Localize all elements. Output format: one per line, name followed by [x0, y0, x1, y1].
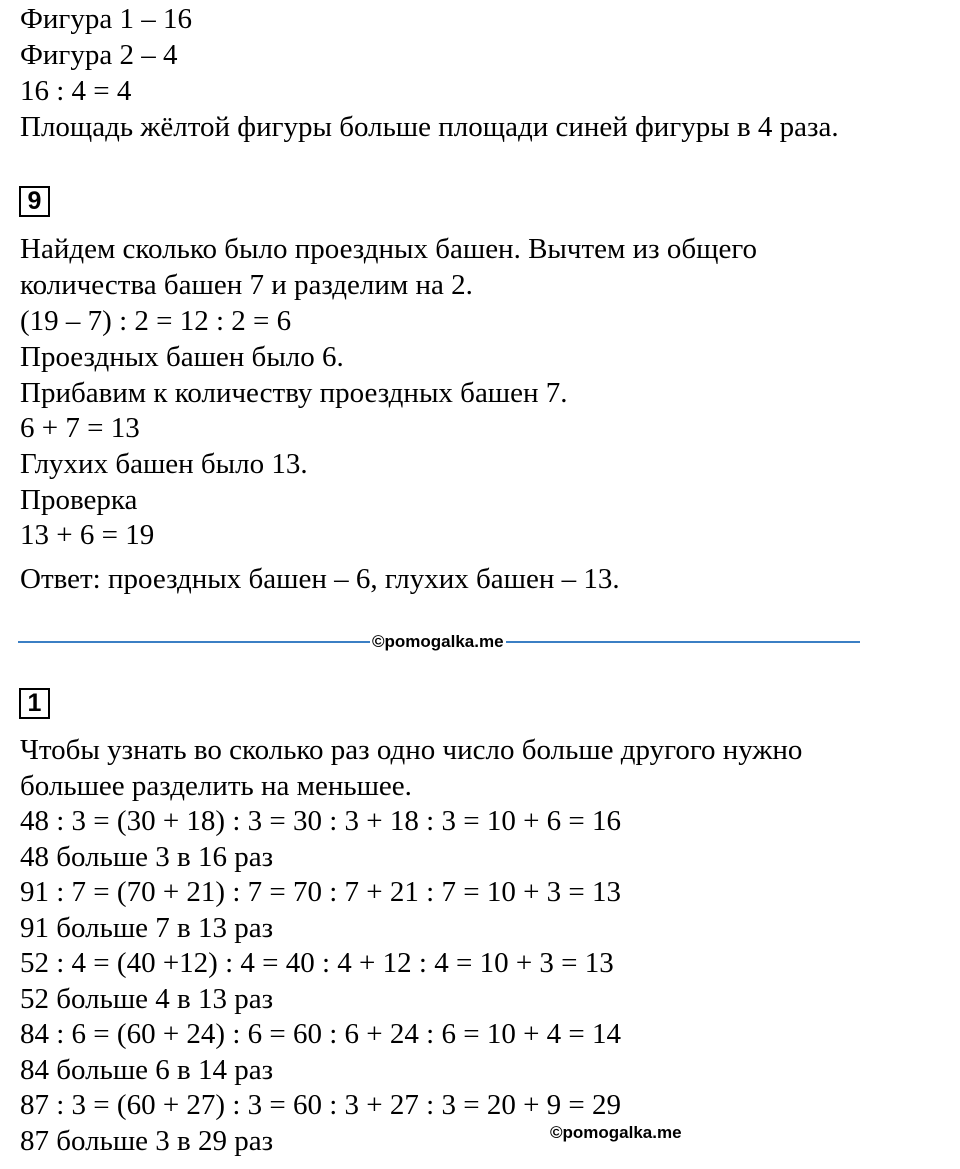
task-9-line-7: Глухих башен было 13. [20, 448, 308, 480]
task-9-line-2: количества башен 7 и разделим на 2. [20, 269, 473, 301]
task-1-line-8: 52 больше 4 в 13 раз [20, 983, 274, 1015]
task-1-line-3: 48 : 3 = (30 + 18) : 3 = 30 : 3 + 18 : 3 = 10 + 6 = 16 [20, 805, 622, 837]
task-1-line-2: большее разделить на меньшее. [20, 770, 412, 802]
task-9-line-6: 6 + 7 = 13 [20, 412, 140, 444]
task-9-line-4: Проездных башен было 6. [20, 341, 344, 373]
task-1-line-12: 87 больше 3 в 29 раз [20, 1125, 274, 1157]
task-1-number-box: 1 [19, 688, 50, 719]
task-1-line-10: 84 больше 6 в 14 раз [20, 1054, 274, 1086]
task-9-line-8: Проверка [20, 484, 138, 516]
task-9-line-3: (19 – 7) : 2 = 12 : 2 = 6 [20, 305, 292, 337]
task-1-line-6: 91 больше 7 в 13 раз [20, 912, 274, 944]
task-9-number-box: 9 [19, 186, 50, 217]
top-line-4: Площадь жёлтой фигуры больше площади синей фигуры в 4 раза. [20, 111, 839, 143]
task-1-line-7: 52 : 4 = (40 +12) : 4 = 40 : 4 + 12 : 4 = 10 + 3 = 13 [20, 947, 614, 979]
task-1-line-5: 91 : 7 = (70 + 21) : 7 = 70 : 7 + 21 : 7 = 10 + 3 = 13 [20, 876, 622, 908]
task-9-line-9: 13 + 6 = 19 [20, 519, 155, 551]
top-line-3: 16 : 4 = 4 [20, 75, 132, 107]
task-1-line-1: Чтобы узнать во сколько раз одно число больше другого нужно [20, 734, 803, 766]
task-9-line-5: Прибавим к количеству проездных башен 7. [20, 377, 568, 409]
task-1-line-4: 48 больше 3 в 16 раз [20, 841, 274, 873]
watermark-bottom: ©pomogalka.me [550, 1123, 682, 1142]
task-1-line-11: 87 : 3 = (60 + 27) : 3 = 60 : 3 + 27 : 3 = 20 + 9 = 29 [20, 1089, 622, 1121]
task-1-line-9: 84 : 6 = (60 + 24) : 6 = 60 : 6 + 24 : 6 = 10 + 4 = 14 [20, 1018, 622, 1050]
task-9-line-1: Найдем сколько было проездных башен. Вычтем из общего [20, 233, 757, 265]
top-line-2: Фигура 2 – 4 [20, 39, 178, 71]
top-line-1: Фигура 1 – 16 [20, 3, 192, 35]
task-9-answer: Ответ: проездных башен – 6, глухих башен – 13. [20, 563, 620, 595]
watermark-middle: ©pomogalka.me [372, 632, 504, 651]
